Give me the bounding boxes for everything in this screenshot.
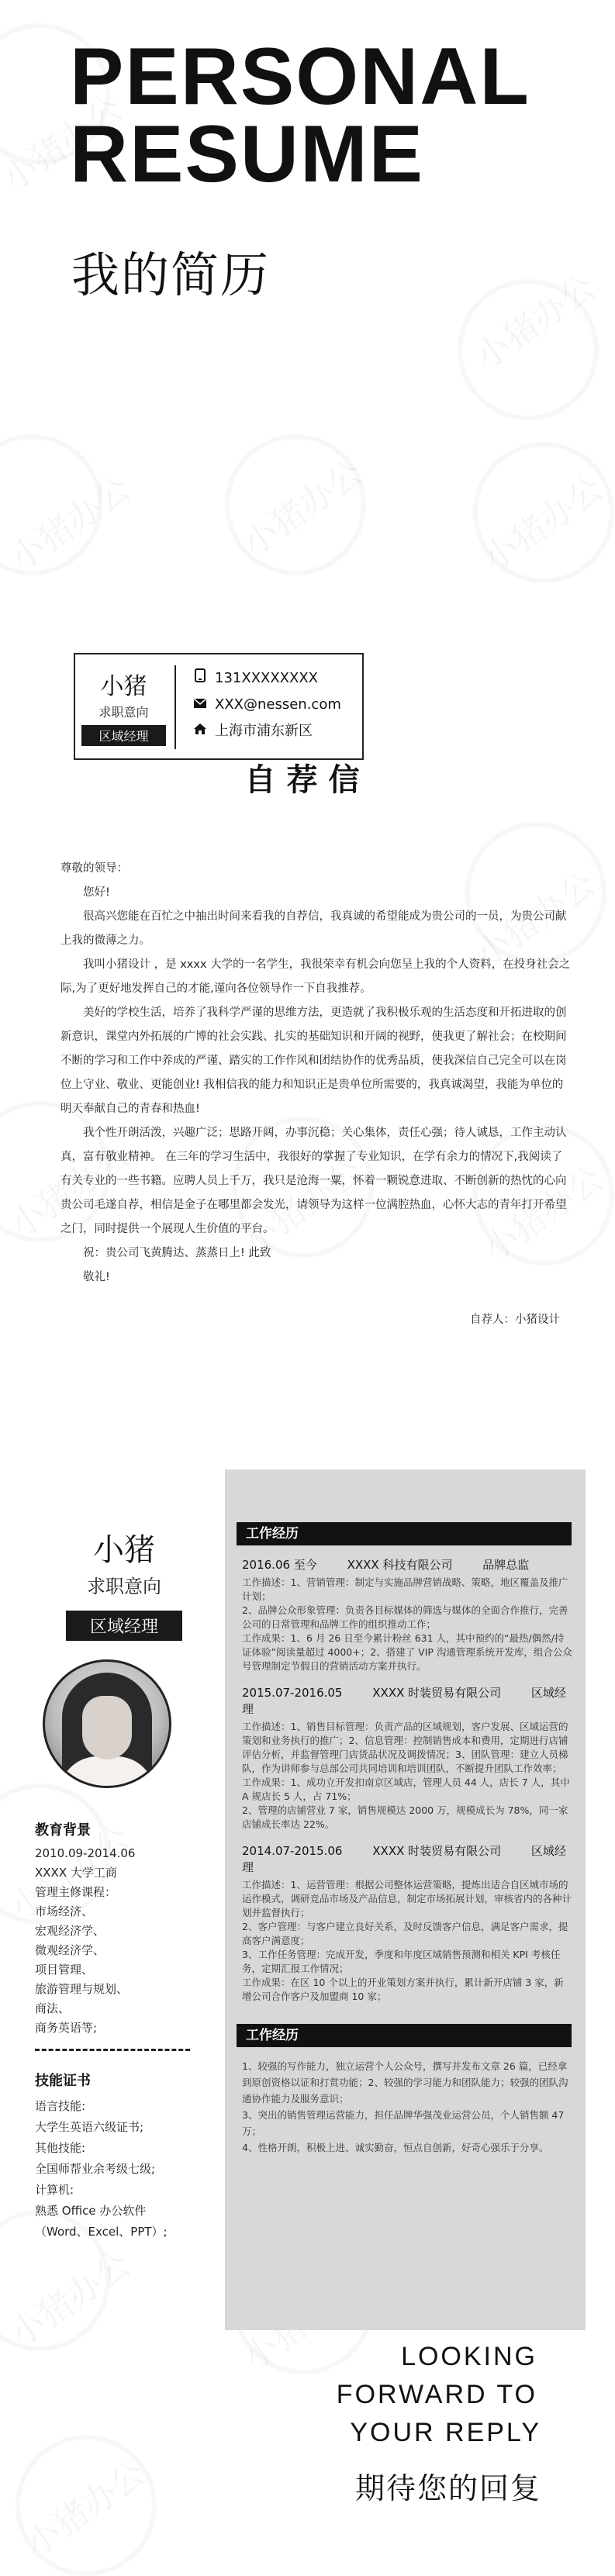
job-company: XXXX 时装贸易有限公司 (372, 1844, 502, 1858)
project-item: 4、性格开朗，积极上进、诚实勤奋，恒点自创新，好奇心强乐于分享。 (242, 2142, 549, 2153)
job-entry (242, 1684, 573, 1832)
cover-title (70, 32, 530, 199)
mail-icon (192, 692, 209, 718)
closing-line1: LOOKING (401, 2342, 537, 2371)
education-school: XXXX 大学工商 (35, 1866, 117, 1880)
skill-line: 大学生英语六级证书; (35, 2120, 144, 2134)
project-item: 1、较强的写作能力，独立运营个人公众号，撰写并发布文章 26 篇，已经拿到原创资格以证和打赏功能；2、较强的学习能力和团队能力；较强的团队沟通协作能力及服务意识； (242, 2060, 568, 2105)
course-item: 微观经济学、 (35, 1943, 105, 1957)
avatar (43, 1659, 171, 1788)
skill-line: 全国师帮业余考级七级; (35, 2162, 156, 2176)
resume-main-panel (225, 1469, 586, 2330)
course-item: 宏观经济学、 (35, 1924, 105, 1938)
job-detail: 工作描述：1、营销管理：制定与实施品牌营销战略、策略，地区覆盖及推广计划； (242, 1576, 568, 1602)
course-item: 商务英语等; (35, 2021, 98, 2035)
project-item: 3、突出的销售管理运营能力，担任品牌华强茂业运营公员，个人销售额 47 万； (242, 2109, 565, 2137)
closing-line3: YOUR REPLY (350, 2418, 541, 2447)
card-name: 小猪 (100, 673, 147, 700)
work-experience-heading: 工作经历 (237, 1522, 572, 1545)
avatar-face (82, 1696, 132, 1759)
course-item: 项目管理、 (35, 1963, 94, 1977)
job-position: 品牌总监 (482, 1558, 530, 1572)
job-detail: 工作成果：1、成功立开发扣南京区域店，管理人员 44 人，店长 7 人，其中 A 规店长 5 人，占 71%； (242, 1777, 570, 1802)
address-text: 上海市浦东新区 (215, 723, 313, 739)
education-heading: 教育背景 (35, 1822, 91, 1839)
cover-title-line2: RESUME (70, 109, 424, 199)
skill-line: 计算机: (35, 2183, 74, 2197)
email-address: XXX@nessen.com (215, 696, 341, 713)
card-identity (75, 654, 172, 758)
watermark-text (14, 2447, 154, 2565)
resume-sidebar (35, 1469, 213, 2243)
job-header (242, 1684, 573, 1717)
job-period: 2016.06 至今 (242, 1558, 317, 1572)
closing-line2: FORWARD TO (336, 2380, 537, 2409)
project-experience-heading: 工作经历 (237, 2024, 572, 2047)
watermark-circle (0, 434, 102, 575)
closing-cn: 期待您的回复 (354, 2471, 541, 2505)
course-item: 市场经济、 (35, 1904, 94, 1918)
section-divider (35, 2049, 190, 2051)
letter-regards: 敬礼! (83, 1271, 110, 1283)
job-detail: 2、品牌公众形象管理：负责各目标媒体的筛选与媒体的全面合作推行，完善公司的日常管理和品牌工作的组织推动工作； (242, 1604, 568, 1630)
cover-letter (60, 857, 572, 1332)
job-detail: 工作成果：在区 10 个以上的开业策划方案并执行，累计新开店铺 3 家，新增公司合作客户及加盟商 10 家； (242, 1977, 564, 2002)
closing-block (337, 2338, 541, 2507)
course-item: 旅游管理与规划、 (35, 1982, 129, 1996)
job-header (242, 1842, 573, 1875)
letter-paragraph: 美好的学校生活，培养了我科学严谨的思维方法，更造就了我积极乐观的生活态度和开拓进取的创新意识，课堂内外拓展的广博的社会实践、扎实的基础知识和开阔的视野，使我更了解社会；在校期间不断的学习和工作中养成的严谨、踏实的工作作风和团结协作的优秀品质，使我深信自己完全可以在岗位上守业、敬业、更能创业! 我相信我的能力和知识正是贵单位所需要的，我真诚渴望，我能为单位的明天奉献自己的青春和热血! (60, 1007, 567, 1115)
address-row (192, 718, 341, 744)
watermark-text (0, 461, 138, 580)
phone-row (192, 665, 341, 692)
resume-section (0, 1469, 615, 2330)
job-entry (242, 1842, 573, 2004)
education-period: 2010.09-2014.06 (35, 1846, 136, 1860)
card-role-badge: 区域经理 (81, 725, 165, 746)
job-company: XXXX 时装贸易有限公司 (372, 1686, 502, 1700)
course-item: 商法、 (35, 2001, 71, 2015)
watermark-text (231, 446, 371, 565)
skill-line: 熟悉 Office 办公软件 (35, 2204, 147, 2218)
phone-icon (192, 665, 209, 692)
card-contacts (192, 665, 341, 744)
card-divider (174, 665, 176, 749)
letter-paragraph: 我叫小猪设计 ，是 xxxx 大学的一名学生，我很荣幸有机会向您呈上我的个人资料，在投身社会之际,为了更好地发挥自己的才能,谨向各位领导作一下自我推荐。 (60, 958, 571, 995)
skills-block (35, 2096, 213, 2243)
watermark-circle (225, 434, 366, 575)
letter-title: 自荐信 (244, 762, 371, 798)
watermark-circle (473, 442, 614, 583)
skill-line: （Word、Excel、PPT）; (35, 2225, 168, 2239)
watermark-text (472, 461, 612, 580)
letter-closing: 祝：贵公司飞黄腾达、蒸蒸日上! 此致 (83, 1247, 271, 1259)
job-detail: 工作描述：1、销售目标管理：负责产品的区域规划，客户发展、区域运营的策划和业务执行的推广；2、信息管理：控制销售成本和费用，定期进行店铺评估分析，并监督管理门店货品状况及调拨情况；3、团队管理：建立人员梯队，作为讲师参与总部公司共同培训和培训团队，不断提升团队工作效率； (242, 1721, 568, 1774)
phone-number: 131XXXXXXXX (215, 670, 319, 686)
resume-role-badge: 区域经理 (66, 1611, 182, 1641)
cover-title-line1: PERSONAL (70, 32, 530, 122)
cover-subtitle: 我的简历 (71, 247, 271, 303)
letter-greeting: 您好! (83, 886, 110, 899)
job-period: 2014.07-2015.06 (242, 1844, 343, 1858)
job-entry (242, 1556, 573, 1673)
job-position: 区域经理 (242, 1686, 566, 1716)
job-company: XXXX 科技有限公司 (347, 1558, 453, 1572)
job-detail: 工作描述：1、运营管理：根据公司整体运营策略，提炼出适合自区城市场的运作模式，调研竞品市场及产品信息，制定市场拓展计划，审核省内的各种计划并监督执行； (242, 1879, 572, 1918)
watermark-text (464, 260, 604, 378)
job-detail: 3、工作任务管理：完成开发，季度和年度区域销售预测和相关 KPI 考核任务，定期汇报工作情况； (242, 1949, 561, 1974)
watermark-circle (16, 2435, 157, 2576)
job-detail: 2、管理的店铺营业 7 家，销售规模达 2000 万，规模成长为 78%，同一家店铺成长率达 22%。 (242, 1804, 568, 1830)
letter-paragraph: 很高兴您能在百忙之中抽出时间来看我的自荐信，我真诚的希望能成为贵公司的一员，为贵公司献上我的微薄之力。 (60, 910, 567, 947)
self-evaluation-block (242, 2058, 573, 2156)
letter-signature: 自荐人：小猪设计 (470, 1314, 560, 1326)
letter-paragraph: 我个性开朗活泼，兴趣广泛；思路开阔，办事沉稳；关心集体，责任心强；待人诚恳，工作主动认真，富有敬业精神。 在三年的学习生活中，我很好的掌握了专业知识，在学有余力的情况下,我阅读了有关专业的一些书籍。应聘人员上千万，我只是沧海一粟，怀着一颗锐意进取、不断创新的热忱的心向贵公司毛遂自荐，相信是金子在哪里都会发光，请领导为这样一位满腔热血，心怀大志的青年打开希望之门，同时提供一个展现人生价值的平台。 (60, 1127, 567, 1235)
email-row (192, 692, 341, 718)
home-icon (192, 718, 209, 744)
skill-line: 其他技能: (35, 2141, 86, 2155)
resume-intent-label: 求职意向 (87, 1576, 161, 1597)
job-detail: 工作成果：1、6 月 26 日至今累计粉丝 631 人，其中预约的“最热/偶然/持证体验”阅读量超过 4000+；2、搭建了 VIP 沟通管理系统开发库，组合公众号管理制定节假日的营销活动方案并执行。 (242, 1632, 572, 1672)
watermark-circle (458, 279, 599, 420)
skill-line: 语言技能: (35, 2099, 86, 2113)
education-major-label: 管理主修课程： (35, 1885, 117, 1899)
job-period: 2015.07-2016.05 (242, 1686, 343, 1700)
contact-card (74, 653, 364, 760)
education-block (35, 1844, 213, 2038)
job-position: 区域经理 (242, 1844, 566, 1874)
skills-heading: 技能证书 (35, 2073, 91, 2089)
job-header (242, 1556, 573, 1573)
card-intent-label: 求职意向 (98, 705, 149, 720)
job-detail: 2、客户管理：与客户建立良好关系，及时反馈客户信息，满足客户需求，提高客户满意度； (242, 1921, 568, 1946)
resume-name: 小猪 (93, 1532, 155, 1568)
letter-salutation: 尊敬的领导： (60, 862, 128, 875)
